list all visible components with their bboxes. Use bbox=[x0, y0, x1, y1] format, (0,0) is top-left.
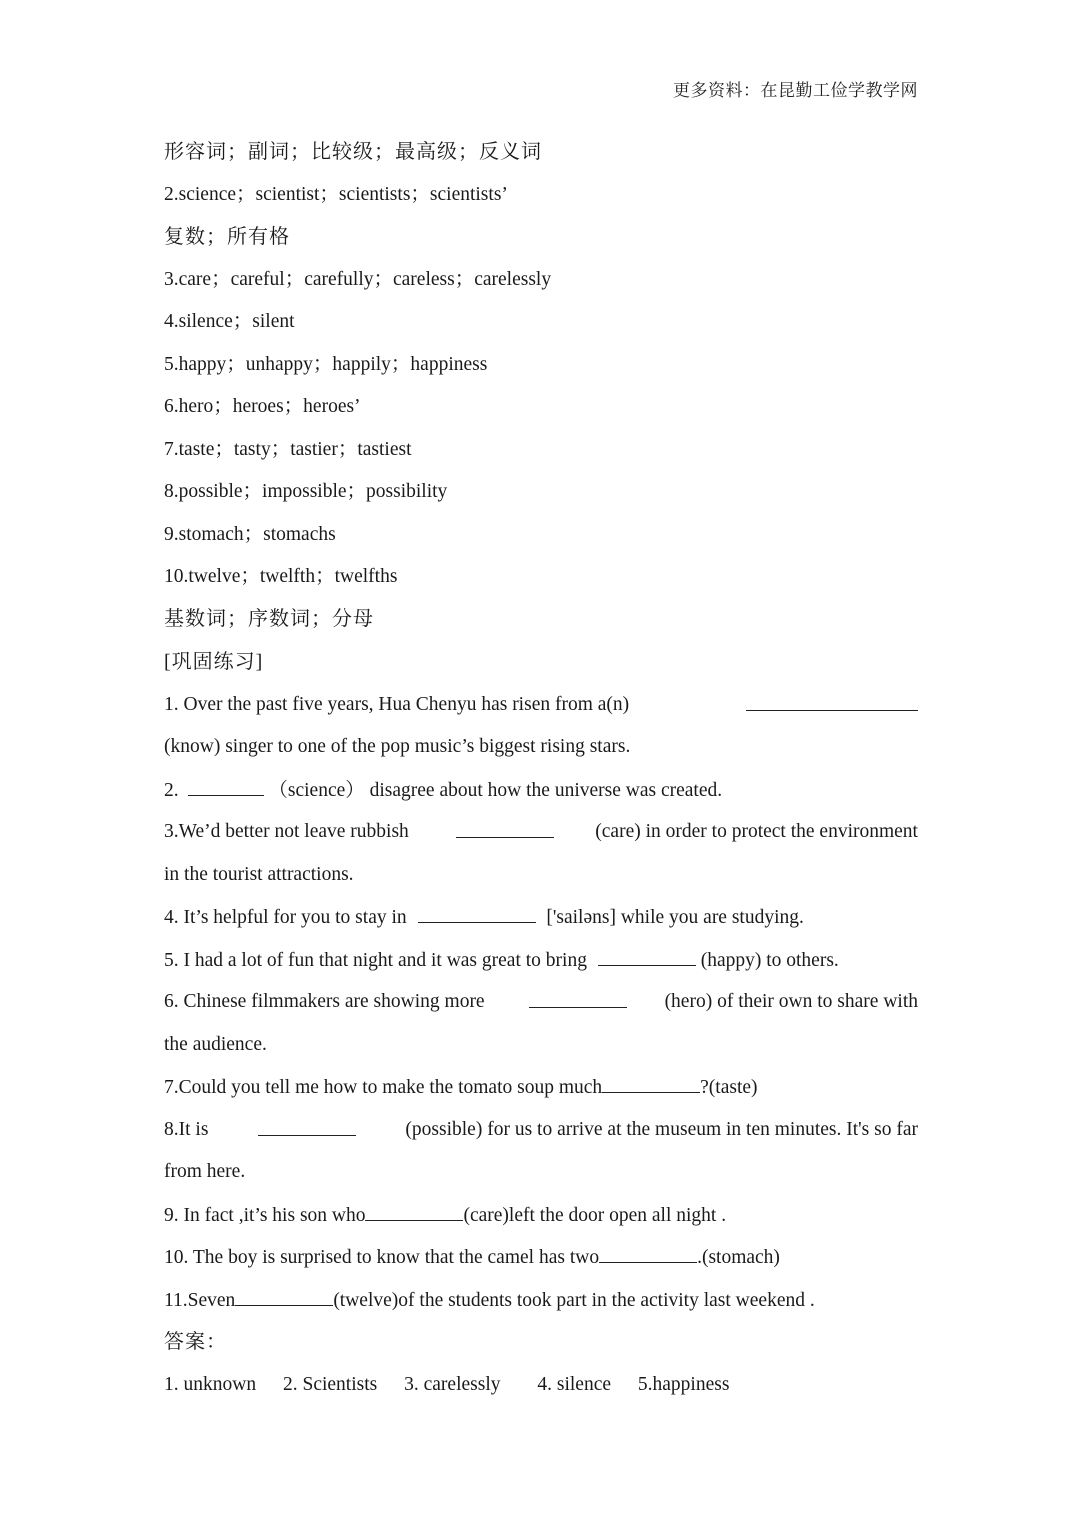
answer-item-3: 3. carelessly bbox=[404, 1374, 501, 1395]
exercise-10-text-b: .(stomach) bbox=[697, 1247, 780, 1268]
exercise-1-line-2: (know) singer to one of the pop music’s biggest rising stars. bbox=[164, 736, 631, 757]
answer-blank-7[interactable] bbox=[602, 1074, 700, 1093]
exercise-5-text-a: 5. I had a lot of fun that night and it was great to bring bbox=[164, 950, 587, 971]
exercise-1-line-1 bbox=[164, 692, 918, 718]
exercise-8-line-2: from here. bbox=[164, 1161, 246, 1182]
vocab-line-7: 7.taste；tasty；tastier；tastiest bbox=[164, 439, 412, 460]
exercise-8-text-a: 8.It is bbox=[164, 1119, 209, 1140]
exercise-5-text-b: (happy) to others. bbox=[700, 950, 839, 971]
vocab-line-3: 3.care；careful；carefully；careless；carelessly bbox=[164, 269, 552, 290]
answers-label: 答案： bbox=[164, 1331, 227, 1353]
pos-note-2: 复数；所有格 bbox=[164, 226, 290, 248]
exercise-1-text: 1. Over the past five years, Hua Chenyu has risen from a(n) bbox=[164, 694, 630, 715]
answer-blank-5[interactable] bbox=[598, 947, 696, 966]
answer-blank-1[interactable] bbox=[746, 692, 918, 711]
vocab-line-10: 10.twelve；twelfth；twelfths bbox=[164, 566, 398, 587]
answer-blank-11[interactable] bbox=[235, 1287, 333, 1306]
vocab-line-4: 4.silence；silent bbox=[164, 311, 295, 332]
exercise-10-text-a: 10. The boy is surprised to know that the camel has two bbox=[164, 1247, 600, 1268]
answer-blank-6[interactable] bbox=[529, 989, 627, 1008]
exercise-3-line-2: in the tourist attractions. bbox=[164, 864, 354, 885]
exercise-2 bbox=[164, 777, 722, 804]
exercise-9 bbox=[164, 1202, 726, 1229]
vocab-line-5: 5.happy；unhappy；happily；happiness bbox=[164, 354, 488, 375]
exercise-6-line-1 bbox=[164, 989, 918, 1015]
exercise-2-number: 2. bbox=[164, 780, 179, 801]
exercise-6-text-a: 6. Chinese filmmakers are showing more bbox=[164, 991, 485, 1012]
exercise-4-text-b: ['sailəns] while you are studying. bbox=[546, 907, 804, 928]
answer-item-4: 4. silence bbox=[537, 1374, 612, 1395]
answer-blank-3[interactable] bbox=[456, 819, 554, 838]
vocab-line-2: 2.science；scientist；scientists；scientists’ bbox=[164, 184, 508, 205]
page-header: 更多资料：在昆勤工俭学教学网 bbox=[673, 81, 918, 100]
exercise-7-text-a: 7.Could you tell me how to make the tomato soup much bbox=[164, 1077, 603, 1098]
exercise-8-text-b: (possible) for us to arrive at the museum in ten minutes. It's so far bbox=[405, 1119, 918, 1140]
exercise-9-text-a: 9. In fact ,it’s his son who bbox=[164, 1205, 366, 1226]
exercise-6-line-2: the audience. bbox=[164, 1034, 267, 1055]
answer-blank-4[interactable] bbox=[418, 904, 536, 923]
pos-note-3: 基数词；序数词；分母 bbox=[164, 608, 374, 630]
exercise-3-text-b: (care) in order to protect the environment bbox=[595, 821, 918, 842]
exercise-4-text-a: 4. It’s helpful for you to stay in bbox=[164, 907, 407, 928]
exercise-3-line-1 bbox=[164, 819, 918, 845]
exercise-8-line-1 bbox=[164, 1117, 918, 1143]
exercise-7 bbox=[164, 1074, 758, 1101]
answer-blank-10[interactable] bbox=[599, 1244, 697, 1263]
exercise-10 bbox=[164, 1244, 780, 1271]
vocab-line-6: 6.hero；heroes；heroes’ bbox=[164, 396, 361, 417]
pos-note-1: 形容词；副词；比较级；最高级；反义词 bbox=[164, 141, 542, 163]
exercise-11-text-b: (twelve)of the students took part in the activity last weekend . bbox=[333, 1290, 815, 1311]
answer-blank-2[interactable] bbox=[188, 777, 264, 796]
answer-blank-8[interactable] bbox=[258, 1117, 356, 1136]
section-title: [巩固练习] bbox=[164, 651, 264, 673]
exercise-4 bbox=[164, 904, 804, 931]
answer-item-2: 2. Scientists bbox=[282, 1374, 378, 1395]
vocab-line-9: 9.stomach；stomachs bbox=[164, 524, 336, 545]
exercise-6-text-b: (hero) of their own to share with bbox=[664, 991, 918, 1012]
vocab-line-8: 8.possible；impossible；possibility bbox=[164, 481, 448, 502]
exercise-11 bbox=[164, 1287, 815, 1314]
answer-blank-9[interactable] bbox=[365, 1202, 463, 1221]
exercise-7-text-b: ?(taste) bbox=[700, 1077, 758, 1098]
exercise-9-text-b: (care)left the door open all night . bbox=[463, 1205, 727, 1226]
answers-line bbox=[164, 1372, 751, 1398]
exercise-5 bbox=[164, 947, 839, 974]
exercise-3-text-a: 3.We’d better not leave rubbish bbox=[164, 821, 409, 842]
answer-item-5: 5.happiness bbox=[637, 1374, 730, 1395]
exercise-2-text: （science） disagree about how the universe was created. bbox=[268, 780, 723, 801]
answer-item-1: 1. unknown bbox=[164, 1374, 257, 1395]
exercise-11-text-a: 11.Seven bbox=[164, 1290, 236, 1311]
